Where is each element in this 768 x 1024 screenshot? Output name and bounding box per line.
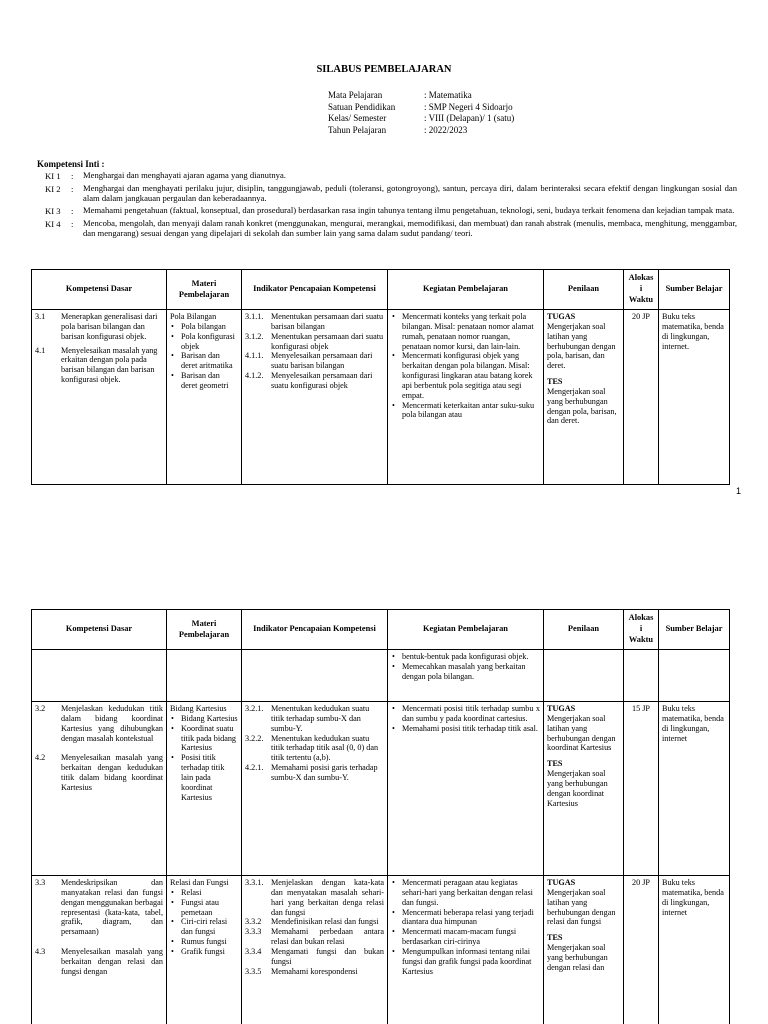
indikator-text: Menyelesaikan persamaan dari suatu barisan bilangan bbox=[271, 351, 373, 371]
materi-list bbox=[170, 322, 238, 391]
ki-heading: Kompetensi Inti : bbox=[37, 159, 105, 169]
indikator-text: Mengamati fungsi dan bukan fungsi bbox=[271, 946, 384, 966]
list-item: • Koordinat suatu titik pada bidang Kartesius bbox=[170, 724, 238, 754]
ki-list bbox=[37, 171, 737, 241]
tugas-text: Mengerjakan soal latihan yang berhubungan dengan pola, barisan, dan deret. bbox=[547, 321, 616, 371]
header-alokasi: Alokas i Waktu bbox=[624, 270, 659, 310]
indikator-number: 3.3.3 bbox=[245, 927, 262, 937]
meta-key: Tahun Pelajaran bbox=[328, 124, 387, 135]
indikator-text: Menentukan persamaan dari suatu barisan bilangan bbox=[271, 312, 384, 331]
indikator-text: Menentukan kedudukan suatu titik terhadap sumbu-X dan sumbu-Y. bbox=[271, 704, 370, 733]
tes-text: Mengerjakan soal yang berhubungan dengan koordinat Kartesius bbox=[547, 769, 608, 808]
cell-indikator bbox=[242, 702, 388, 876]
header-penilaian: Penilaan bbox=[544, 270, 624, 310]
ki-colon: : bbox=[71, 183, 74, 194]
list-item: • Mencermati konfigurasi objek yang berkaitan dengan pola bilangan. Misal: konfigurasi lingkaran atau batang korek api berbentuk pola segitiga atau segi empat. bbox=[391, 351, 540, 400]
indikator-item bbox=[245, 763, 384, 783]
kd-text: Menyelesaikan masalah yang berkaitan dengan kedudukan titik dalam bidang koordinat Kartesius bbox=[61, 753, 163, 792]
table-row bbox=[32, 876, 730, 1024]
list-item: • Relasi bbox=[170, 888, 238, 898]
indikator-number: 3.3.4 bbox=[245, 946, 262, 956]
indikator-item bbox=[245, 332, 384, 352]
indikator-text: Menentukan kedudukan suatu titik terhadap titik asal (0, 0) dan titik tertentu (a,b). bbox=[271, 733, 379, 763]
ki-colon: : bbox=[71, 171, 74, 181]
header-materi: Materi Pembelajaran bbox=[167, 610, 242, 650]
silabus-table-page-2 bbox=[31, 609, 730, 1024]
silabus-table-page-1 bbox=[31, 269, 730, 485]
header-sumber: Sumber Belajar bbox=[659, 270, 730, 310]
indikator-text: Memahami perbedaan antara relasi dan bukan relasi bbox=[271, 927, 384, 947]
kegiatan-list bbox=[391, 652, 540, 682]
kd-item bbox=[35, 947, 163, 977]
indikator-text: Memahami posisi garis terhadap sumbu-X dan sumbu-Y. bbox=[271, 763, 378, 782]
kd-number: 4.3 bbox=[35, 947, 46, 957]
indikator-item bbox=[245, 734, 384, 764]
ki-code: KI 4 bbox=[45, 218, 61, 229]
list-item: • Mencermati konteks yang terkait pola bilangan. Misal: penataan nomor alamat rumah, penataan nomor ruangan, penataan nomor kursi, dan lain-lain. bbox=[391, 312, 540, 351]
ki-text: Memahami pengetahuan (faktual, konseptual, dan prosedural) berdasarkan rasa ingin tahunya tentang ilmu pengetahuan, teknologi, seni, budaya terkait fenomena dan kejadian tampak mata. bbox=[83, 205, 735, 216]
tugas-label: TUGAS bbox=[547, 312, 576, 321]
indikator-item bbox=[245, 704, 384, 734]
ki-text: Menghargai dan menghayati perilaku jujur, disiplin, tanggungjawab, peduli (toleransi, gotongroyong), santun, percaya diri, dalam berinteraksi secara efektif dengan lingkungan sosial dan alam dalam jangkauan pergaulan dan keberadaannya. bbox=[83, 182, 737, 203]
kd-text: Menerapkan generalisasi dari pola barisan bilangan dan barisan konfigurasi objek. bbox=[61, 312, 158, 341]
document-meta bbox=[328, 90, 558, 136]
meta-value: : Matematika bbox=[424, 90, 472, 100]
tugas-text: Mengerjakan soal latihan yang berhubungan dengan relasi dan fungsi bbox=[547, 887, 616, 927]
indikator-item bbox=[245, 371, 384, 391]
kd-number: 3.2 bbox=[35, 704, 46, 713]
ki-text: Menghargai dan menghayati ajaran agama yang dianutnya. bbox=[83, 170, 286, 180]
tes-label: TES bbox=[547, 759, 563, 769]
ki-text: Mencoba, mengolah, dan menyaji dalam ranah konkret (menggunakan, mengurai, merangkai, memodifikasi, dan membuat) dan ranah abstrak (menulis, membaca, menghitung, menggambar, dan mengarang) sesuai dengan yang dipelajari di sekolah dan sumber lain yang sama dalam sudut pandang/ teori. bbox=[83, 217, 737, 238]
cell-kompetensi-dasar bbox=[32, 650, 167, 702]
header-alokasi: Alokas i Waktu bbox=[624, 610, 659, 650]
cell-penilaian bbox=[544, 650, 624, 702]
list-item: • Pola bilangan bbox=[170, 322, 238, 332]
cell-kegiatan bbox=[388, 310, 544, 485]
kegiatan-list bbox=[391, 878, 540, 976]
meta-key: Mata Pelajaran bbox=[328, 90, 383, 100]
header-kegiatan: Kegiatan Pembelajaran bbox=[388, 610, 544, 650]
indikator-text: Mendefinisikan relasi dan fungsi bbox=[271, 917, 379, 927]
list-item: • Memecahkan masalah yang berkaitan dengan pola bilangan. bbox=[391, 662, 540, 682]
tes-text: Mengerjakan soal yang berhubungan dengan relasi dan bbox=[547, 943, 608, 972]
list-item: • Memahami posisi titik terhadap titik asal. bbox=[391, 724, 540, 734]
cell-alokasi: 20 JP bbox=[624, 876, 659, 1024]
tugas-label: TUGAS bbox=[547, 704, 576, 713]
cell-alokasi: 15 JP bbox=[624, 702, 659, 876]
header-kegiatan: Kegiatan Pembelajaran bbox=[388, 270, 544, 310]
meta-value: : SMP Negeri 4 Sidoarjo bbox=[424, 101, 513, 112]
indikator-number: 3.1.1. bbox=[245, 312, 264, 321]
list-item: • Rumus fungsi bbox=[170, 937, 238, 947]
tes-label: TES bbox=[547, 933, 563, 943]
page-number: 1 bbox=[736, 486, 742, 496]
list-item: • Mencermati posisi titik terhadap sumbu x dan sumbu y pada koordinat cartesius. bbox=[391, 704, 540, 724]
list-item: • Mencermati peragaan atau kegiatas sehari-hari yang berkaitan dengan relasi dan fungsi. bbox=[391, 878, 540, 908]
kd-number: 4.1 bbox=[35, 345, 46, 355]
kd-text: Menjelaskan kedudukan titik dalam bidang koordinat Kartesius yang dihubungkan dengan masalah kontekstual bbox=[61, 704, 163, 743]
materi-title: Pola Bilangan bbox=[170, 312, 217, 321]
list-item: • Mencermati macam-macam fungsi berdasarkan ciri-cirinya bbox=[391, 927, 540, 947]
indikator-item bbox=[245, 351, 384, 371]
indikator-item bbox=[245, 947, 384, 967]
header-penilaian: Penilaan bbox=[544, 610, 624, 650]
materi-title: Relasi dan Fungsi bbox=[170, 878, 229, 887]
indikator-item bbox=[245, 927, 384, 947]
cell-kegiatan bbox=[388, 650, 544, 702]
cell-kegiatan bbox=[388, 702, 544, 876]
list-item-text: bentuk-bentuk pada konfigurasi objek. bbox=[402, 652, 529, 661]
indikator-number: 3.3.2 bbox=[245, 917, 262, 927]
indikator-number: 3.1.2. bbox=[245, 331, 264, 341]
list-item: • Grafik fungsi bbox=[170, 947, 238, 957]
indikator-item bbox=[245, 917, 384, 927]
indikator-number: 3.3.1. bbox=[245, 878, 264, 887]
cell-materi bbox=[167, 702, 242, 876]
list-item: • Barisan dan deret aritmatika bbox=[170, 351, 238, 371]
ki-item bbox=[37, 184, 737, 204]
document-page-2 bbox=[0, 602, 768, 1024]
cell-materi bbox=[167, 310, 242, 485]
indikator-number: 3.2.2. bbox=[245, 733, 264, 743]
kd-item bbox=[35, 312, 163, 342]
ki-item bbox=[37, 219, 737, 239]
cell-kompetensi-dasar bbox=[32, 310, 167, 485]
meta-row bbox=[328, 102, 558, 114]
kd-item bbox=[35, 704, 163, 743]
kd-item bbox=[35, 346, 163, 385]
ki-item bbox=[37, 206, 737, 216]
header-indikator: Indikator Pencapaian Kompetensi bbox=[242, 270, 388, 310]
indikator-text: Menentukan persamaan dari suatu konfigurasi objek bbox=[271, 331, 384, 351]
table-row bbox=[32, 702, 730, 876]
indikator-number: 4.1.2. bbox=[245, 371, 264, 381]
indikator-number: 3.3.5 bbox=[245, 966, 262, 976]
header-indikator: Indikator Pencapaian Kompetensi bbox=[242, 610, 388, 650]
cell-materi bbox=[167, 876, 242, 1024]
meta-value: : 2022/2023 bbox=[424, 124, 468, 135]
ki-code: KI 2 bbox=[45, 183, 61, 194]
cell-kompetensi-dasar bbox=[32, 702, 167, 876]
cell-sumber: Buku teks matematika, benda di lingkungan, internet. bbox=[659, 310, 730, 485]
indikator-item bbox=[245, 878, 384, 917]
indikator-number: 4.1.1. bbox=[245, 351, 264, 361]
cell-indikator bbox=[242, 650, 388, 702]
cell-kompetensi-dasar bbox=[32, 876, 167, 1024]
kd-text: Menyelesaikan masalah yang berkaitan dengan relasi dan fungsi dengan bbox=[61, 947, 163, 976]
kd-number: 4.2 bbox=[35, 753, 46, 763]
materi-title: Bidang Kartesius bbox=[170, 704, 227, 713]
indikator-text: Menyelesaikan persamaan dari suatu konfigurasi objek bbox=[271, 371, 373, 390]
cell-penilaian bbox=[544, 310, 624, 485]
list-item: • Pola konfigurasi objek bbox=[170, 332, 238, 352]
header-kompetensi-dasar: Kompetensi Dasar bbox=[32, 270, 167, 310]
list-item: • Fungsi atau pemetaan bbox=[170, 898, 238, 918]
ki-colon: : bbox=[71, 218, 74, 229]
header-sumber: Sumber Belajar bbox=[659, 610, 730, 650]
cell-kegiatan bbox=[388, 876, 544, 1024]
list-item: • Mengumpulkan informasi tentang nilai fungsi dan grafik fungsi pada koordinat Kartesius bbox=[391, 947, 540, 977]
list-item: • Bidang Kartesius bbox=[170, 714, 238, 724]
indikator-text: Menjelaskan dengan kata-kata dan menyatakan masalah sehari-hari yang berkaitan denga relasi dan fungsi bbox=[271, 878, 384, 917]
cell-penilaian bbox=[544, 702, 624, 876]
ki-colon: : bbox=[71, 206, 74, 217]
table-header-row bbox=[32, 270, 730, 310]
kd-item bbox=[35, 878, 163, 937]
cell-alokasi: 20 JP bbox=[624, 310, 659, 485]
list-item: • Ciri-ciri relasi dan fungsi bbox=[170, 917, 238, 937]
ki-code: KI 1 bbox=[45, 171, 61, 181]
meta-key: Kelas/ Semester bbox=[328, 113, 387, 123]
list-item: • Posisi titik terhadap titik lain pada koordinat Kartesius bbox=[170, 753, 238, 802]
indikator-item bbox=[245, 967, 384, 977]
ki-code: KI 3 bbox=[45, 206, 61, 217]
table-row-continuation bbox=[32, 650, 730, 702]
header-kompetensi-dasar: Kompetensi Dasar bbox=[32, 610, 167, 650]
table-row bbox=[32, 310, 730, 485]
list-item: • Mencermati keterkaitan antar suku-suku pola bilangan atau bbox=[391, 401, 540, 421]
indikator-text: Memahami korespondensi bbox=[271, 966, 358, 976]
cell-sumber bbox=[659, 650, 730, 702]
cell-materi bbox=[167, 650, 242, 702]
indikator-number: 3.2.1. bbox=[245, 704, 264, 713]
kd-number: 3.3 bbox=[35, 878, 46, 887]
list-item-continued bbox=[391, 652, 540, 662]
materi-list bbox=[170, 714, 238, 803]
meta-key: Satuan Pendidikan bbox=[328, 101, 396, 112]
kd-number: 3.1 bbox=[35, 312, 46, 321]
cell-indikator bbox=[242, 310, 388, 485]
tes-label: TES bbox=[547, 377, 563, 387]
kegiatan-list bbox=[391, 312, 540, 420]
cell-penilaian bbox=[544, 876, 624, 1024]
list-item: • Barisan dan deret geometri bbox=[170, 371, 238, 391]
cell-sumber: Buku teks matematika, benda di lingkungan, internet bbox=[659, 702, 730, 876]
indikator-item bbox=[245, 312, 384, 332]
kd-text: Menyelesaikan masalah yang erkaitan dengan pola pada barisan bilangan dan barisan konfigurasi objek. bbox=[61, 345, 158, 385]
header-materi: Materi Pembelajaran bbox=[167, 270, 242, 310]
materi-list bbox=[170, 888, 238, 957]
document-title: SILABUS PEMBELAJARAN bbox=[316, 64, 452, 75]
table-header-row bbox=[32, 610, 730, 650]
indikator-number: 4.2.1. bbox=[245, 763, 264, 773]
cell-sumber: Buku teks matematika, benda di lingkungan, internet bbox=[659, 876, 730, 1024]
tugas-text: Mengerjakan soal latihan yang berhubungan dengan koordinat Kartesius bbox=[547, 713, 616, 753]
meta-value: : VIII (Delapan)/ 1 (satu) bbox=[424, 113, 515, 123]
meta-row bbox=[328, 90, 558, 102]
kegiatan-list bbox=[391, 704, 540, 734]
tugas-label: TUGAS bbox=[547, 878, 576, 887]
ki-item bbox=[37, 171, 737, 181]
list-item: • Mencermati beberapa relasi yang terjadi diantara dua himpunan bbox=[391, 908, 540, 928]
cell-indikator bbox=[242, 876, 388, 1024]
kd-item bbox=[35, 753, 163, 792]
cell-alokasi bbox=[624, 650, 659, 702]
kd-text: Mendeskripsikan dan manyatakan relasi dan fungsi dengan menggunakan berbagai representasi (kata-kata, tabel, grafik, diagram, dan persamaan) bbox=[61, 878, 163, 937]
tes-text: Mengerjakan soal yang berhubungan dengan pola, barisan, dan deret. bbox=[547, 386, 617, 426]
meta-row bbox=[328, 125, 558, 137]
meta-row bbox=[328, 113, 558, 125]
page-gap bbox=[0, 540, 768, 602]
